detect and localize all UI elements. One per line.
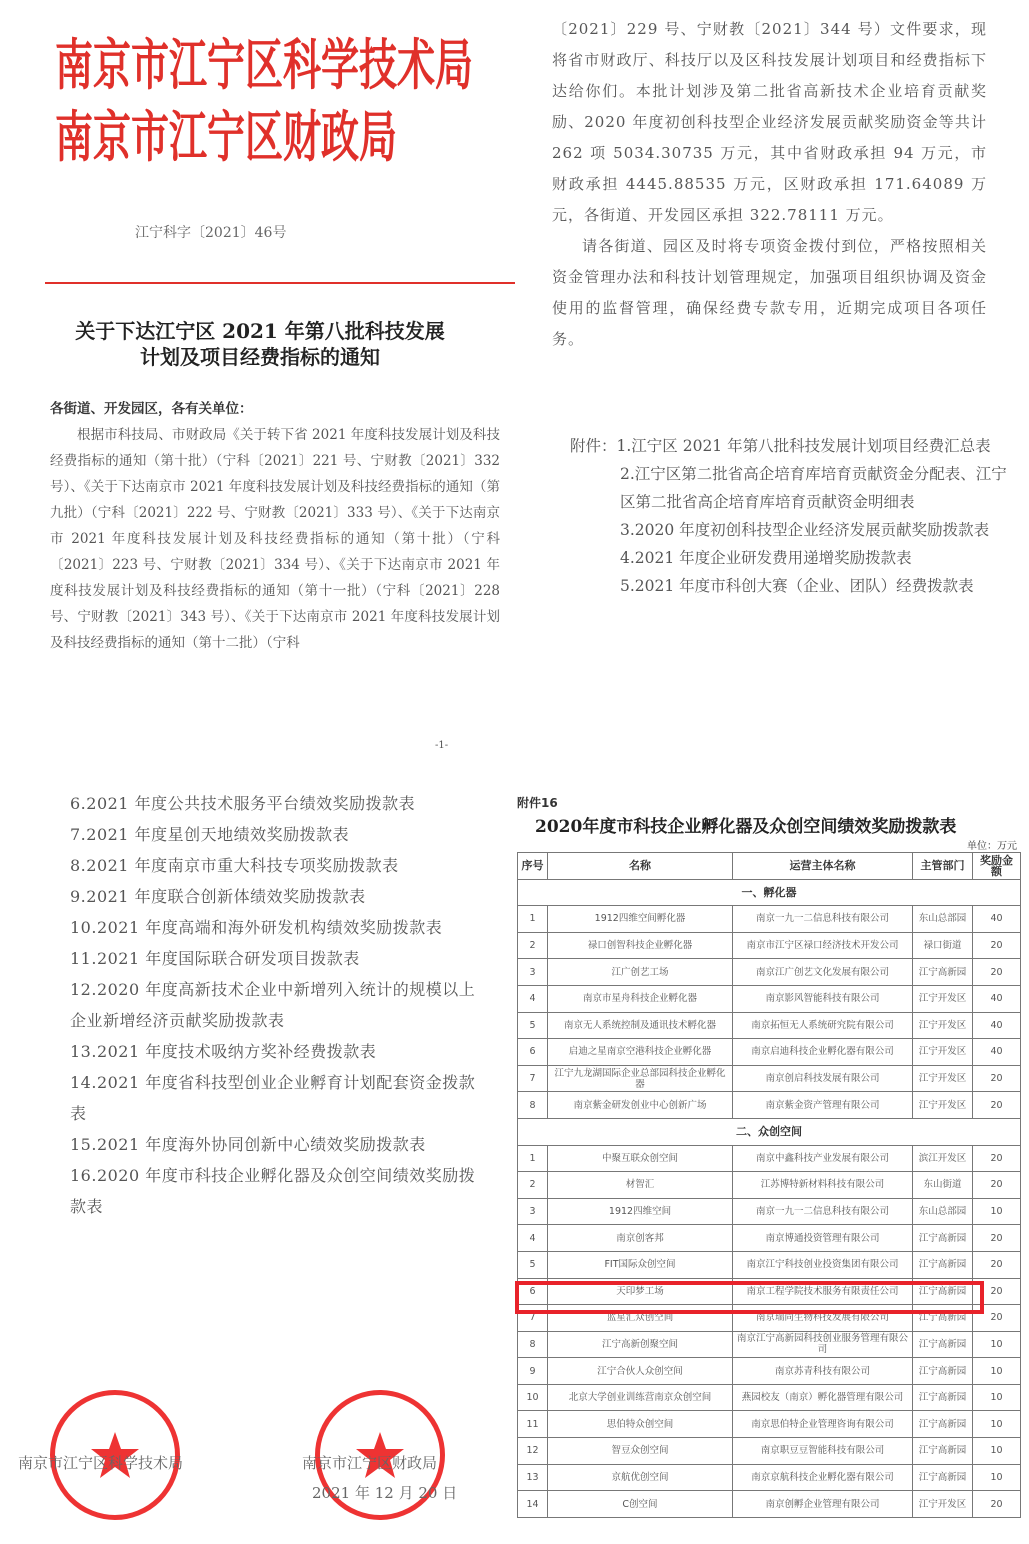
table-cell: 10 [973,1411,1021,1438]
table-row [518,1384,1021,1411]
table-cell: 20 [973,1172,1021,1199]
title-line1: 关于下达江宁区 2021 年第八批科技发展 [75,319,445,343]
table-cell: 南京中鑫科技产业发展有限公司 [733,1145,913,1172]
table-cell: 材智汇 [548,1172,733,1199]
column-header: 主管部门 [913,853,973,880]
table-cell: 江宁开发区 [913,1092,973,1119]
table-cell: 南京工程学院技术服务有限责任公司 [733,1278,913,1305]
table-cell: 禄口创智科技企业孵化器 [548,932,733,959]
table-cell: 禄口街道 [913,932,973,959]
body-text [552,14,987,355]
column-header: 运营主体名称 [733,853,913,880]
table-cell: 20 [973,959,1021,986]
table-row [518,906,1021,933]
table-cell: 中聚互联众创空间 [548,1145,733,1172]
table-cell: 智豆众创空间 [548,1438,733,1465]
table-cell: 8 [518,1331,548,1358]
table-cell: 江广创艺工场 [548,959,733,986]
table-row [518,1012,1021,1039]
header-row [518,853,1021,880]
table-cell: 南京市星舟科技企业孵化器 [548,985,733,1012]
table-title: 2020年度市科技企业孵化器及众创空间绩效奖励拨款表 [535,817,957,837]
table-cell: 南京思伯特企业管理咨询有限公司 [733,1411,913,1438]
table-cell: 东山总部园 [913,1198,973,1225]
table-cell: 10 [518,1384,548,1411]
section-label: 一、孵化器 [518,879,1021,906]
table-cell: 蓝星汇众创空间 [548,1305,733,1332]
table-cell: 6 [518,1278,548,1305]
table-row [518,1331,1021,1358]
table-cell: 20 [973,1278,1021,1305]
table-row [518,1172,1021,1199]
table-cell: 7 [518,1065,548,1092]
table-row [518,1438,1021,1465]
table-cell: 江宁高新园 [913,1278,973,1305]
table-row [518,1145,1021,1172]
table-cell: 南京市江宁区禄口经济技术开发公司 [733,932,913,959]
table-cell: 南京苏青科技有限公司 [733,1358,913,1385]
page-number: -1- [435,740,449,751]
table-cell: 7 [518,1305,548,1332]
table-cell: 江宁合伙人众创空间 [548,1358,733,1385]
salutation: 各街道、开发园区，各有关单位： [50,401,253,417]
table-cell: 江宁高新园 [913,1411,973,1438]
table-cell: 江宁高新园 [913,1358,973,1385]
table-cell: 南京拓恒无人系统研究院有限公司 [733,1012,913,1039]
table-cell: 5 [518,1012,548,1039]
table-cell: 3 [518,959,548,986]
divider [45,282,515,284]
table-cell: 南京紫金研发创业中心创新广场 [548,1092,733,1119]
table-cell: 20 [973,1145,1021,1172]
table-cell: 14 [518,1491,548,1518]
table-cell: 江宁开发区 [913,1012,973,1039]
table-cell: 江宁高新园 [913,1464,973,1491]
table-cell: 20 [973,1305,1021,1332]
table-cell: 南京一九一二信息科技有限公司 [733,1198,913,1225]
table-cell: 20 [973,1491,1021,1518]
document-number: 江宁科字〔2021〕46号 [135,225,287,241]
table-cell: 江宁开发区 [913,1491,973,1518]
table-cell: 9 [518,1358,548,1385]
section-row [518,879,1021,906]
table-cell: 南京创启科技发展有限公司 [733,1065,913,1092]
page-2 [540,0,1029,760]
column-header: 奖励金额 [973,853,1021,880]
table-cell: 启迪之星南京空港科技企业孵化器 [548,1039,733,1066]
table-cell: 10 [973,1331,1021,1358]
table-row [518,1411,1021,1438]
table-cell: 东山总部园 [913,906,973,933]
table-cell: 江宁高新园 [913,1251,973,1278]
table-cell: 40 [973,1012,1021,1039]
table-cell: 20 [973,1225,1021,1252]
attachment-item: 7.2021 年度星创天地绩效奖励拨款表 [70,825,350,844]
table-cell: 南京江宁高新园科技创业服务管理有限公司 [733,1331,913,1358]
table-cell: 4 [518,985,548,1012]
table-cell: 江宁开发区 [913,1065,973,1092]
attachment-list [570,432,1010,600]
signature-org1: 南京市江宁区科学技术局 [18,1454,184,1472]
attachment-item: 6.2021 年度公共技术服务平台绩效奖励拨款表 [70,794,416,813]
document-title [40,318,480,370]
table-cell: 8 [518,1092,548,1119]
signature-date: 2021 年 12 月 20 日 [312,1484,458,1502]
page-3 [0,770,512,1544]
paragraph: 〔2021〕229 号、宁财教〔2021〕344 号）文件要求，现将省市财政厅、科技厅以及区科技发展计划项目和经费指标下达给你们。本批计划涉及第二批省高新技术企业培育贡献奖励、2020 年度初创科技型企业经济发展贡献奖励资金等共计 262 项 5034.30735 万元，其中省财政承担 94 万元，市财政承担 4445.88535 万元，区财政承担 171.64089 万元，各街道、开发园区承担 322.78111 万元。 [552,20,987,224]
table-row [518,1065,1021,1092]
table-cell: 江宁高新园 [913,1225,973,1252]
table-cell: 东山街道 [913,1172,973,1199]
table-row [518,932,1021,959]
table-cell: 40 [973,906,1021,933]
table-row [518,1491,1021,1518]
attachment-item: 15.2021 年度海外协同创新中心绩效奖励拨款表 [70,1135,426,1154]
table-cell: 南京博通投资管理有限公司 [733,1225,913,1252]
table-cell: 1 [518,906,548,933]
attachment-item: 11.2021 年度国际联合研发项目拨款表 [70,949,360,968]
attachment-item: 12.2020 年度高新技术企业中新增列入统计的规模以上企业新增经济贡献奖励拨款表 [70,980,476,1030]
table-cell: 20 [973,1065,1021,1092]
table-cell: 天印梦工场 [548,1278,733,1305]
attachment-item: 4.2021 年度企业研发费用递增奖励拨款表 [620,549,912,567]
table-cell: 京航优创空间 [548,1464,733,1491]
table-cell: 思伯特众创空间 [548,1411,733,1438]
table-cell: 南京影风智能科技有限公司 [733,985,913,1012]
table-cell: 3 [518,1198,548,1225]
attachment-item: 13.2021 年度技术吸纳方奖补经费拨款表 [70,1042,377,1061]
letterhead-line1: 南京市江宁区科学技术局 [55,33,474,97]
attachment-item: 8.2021 年度南京市重大科技专项奖励拨款表 [70,856,399,875]
attachment-item: 5.2021 年度市科创大赛（企业、团队）经费拨款表 [620,577,974,595]
table-cell: 江宁九龙湖国际企业总部园科技企业孵化器 [548,1065,733,1092]
table-cell: 2 [518,1172,548,1199]
table-cell: FIT国际众创空间 [548,1251,733,1278]
table-row [518,1198,1021,1225]
table-cell: 10 [973,1358,1021,1385]
table-cell: 南京一九一二信息科技有限公司 [733,906,913,933]
table-cell: 5 [518,1251,548,1278]
paragraph: 请各街道、园区及时将专项资金拨付到位，严格按照相关资金管理办法和科技计划管理规定，加强项目组织协调及资金使用的监督管理，确保经费专款专用，近期完成项目各项任务。 [552,237,987,348]
attachment-16-table-page [515,790,1029,1544]
table-cell: 20 [973,1251,1021,1278]
table-row [518,1305,1021,1332]
table-cell: 北京大学创业训练营南京众创空间 [548,1384,733,1411]
table-cell: 江宁高新园 [913,1438,973,1465]
table-cell: 1912四维空间 [548,1198,733,1225]
table-cell: 南京职豆豆智能科技有限公司 [733,1438,913,1465]
table-cell: 南京江宁科技创业投资集团有限公司 [733,1251,913,1278]
table-cell: 燕园校友（南京）孵化器管理有限公司 [733,1384,913,1411]
table-cell: 江宁高新园 [913,959,973,986]
table-row [518,959,1021,986]
table-cell: 南京江广创艺文化发展有限公司 [733,959,913,986]
table-cell: 江苏博特新材料科技有限公司 [733,1172,913,1199]
table-cell: 2 [518,932,548,959]
column-header: 名称 [548,853,733,880]
table-row [518,1092,1021,1119]
table-cell: 1912四维空间孵化器 [548,906,733,933]
page-1 [0,0,520,760]
table-row [518,1251,1021,1278]
table-cell: 40 [973,985,1021,1012]
table-row [518,985,1021,1012]
section-label: 二、众创空间 [518,1118,1021,1145]
table-cell: 6 [518,1039,548,1066]
table-cell: 20 [973,932,1021,959]
body-text [50,396,500,656]
table-cell: 江宁开发区 [913,1039,973,1066]
table-cell: 13 [518,1464,548,1491]
attachment-label: 附件16 [517,796,558,810]
table-cell: 南京无人系统控制及通讯技术孵化器 [548,1012,733,1039]
table-cell: 江宁高新园 [913,1331,973,1358]
table-cell: 4 [518,1225,548,1252]
table-row [518,1464,1021,1491]
letterhead-line2: 南京市江宁区财政局 [55,105,398,169]
table-cell: 10 [973,1198,1021,1225]
table-cell: 10 [973,1464,1021,1491]
column-header: 序号 [518,853,548,880]
table-cell: 南京紫金资产管理有限公司 [733,1092,913,1119]
table-cell: 江宁高新园 [913,1384,973,1411]
table-cell: 40 [973,1039,1021,1066]
table-cell: 12 [518,1438,548,1465]
attachment-item: 10.2021 年度高端和海外研发机构绩效奖励拨款表 [70,918,443,937]
table-cell: 南京创客邦 [548,1225,733,1252]
unit-label: 单位：万元 [967,841,1017,852]
table-cell: 南京瑞尚生物科技发展有限公司 [733,1305,913,1332]
table-row [518,1358,1021,1385]
table-cell: 南京京航科技企业孵化器有限公司 [733,1464,913,1491]
table-cell: 20 [973,1092,1021,1119]
title-line2: 计划及项目经费指标的通知 [140,345,380,369]
table-cell: 滨江开发区 [913,1145,973,1172]
attachment-list [70,788,490,1222]
table-cell: 11 [518,1411,548,1438]
attachment-item: 9.2021 年度联合创新体绩效奖励拨款表 [70,887,366,906]
attachment-item: 2.江宁区第二批省高企培育库培育贡献资金分配表、江宁区第二批省高企培育库培育贡献资金明细表 [620,465,1007,511]
paragraph: 根据市科技局、市财政局《关于转下省 2021 年度科技发展计划及科技经费指标的通知（第十批）（宁科〔2021〕221 号、宁财教〔2021〕332 号）、《关于下达南京市 2021 年度科技发展计划及科技经费指标的通知（第九批）（宁科〔2021〕222 号、宁财教〔2021〕333 号）、《关于下达南京市 2021 年度科技发展计划及科技经费指标的通知（第十批）（宁科〔2021〕223 号、宁财教〔2021〕334 号）、《关于下达南京市 2021 年度科技发展计划及科技经费指标的通知（第十一批）（宁科〔2021〕228 号、宁财教〔2021〕343 号）、《关于下达南京市 2021 年度科技发展计划及科技经费指标的通知（第十二批）（宁科 [50,427,500,651]
table-cell: 江宁高新园 [913,1305,973,1332]
table-cell: 南京创孵企业管理有限公司 [733,1491,913,1518]
table-row [518,1225,1021,1252]
award-table [517,852,1021,1518]
table-cell: 江宁高新创聚空间 [548,1331,733,1358]
table-row [518,1278,1021,1305]
table-cell: C创空间 [548,1491,733,1518]
attachment-item: 14.2021 年度省科技型创业企业孵育计划配套资金拨款表 [70,1073,476,1123]
table-cell: 1 [518,1145,548,1172]
table-row [518,1039,1021,1066]
signature-org2: 南京市江宁区财政局 [302,1454,438,1472]
table-cell: 江宁开发区 [913,985,973,1012]
section-row [518,1118,1021,1145]
table-cell: 10 [973,1384,1021,1411]
attachment-item: 附件：1.江宁区 2021 年第八批科技发展计划项目经费汇总表 [570,437,991,455]
table-cell: 10 [973,1438,1021,1465]
attachment-item: 16.2020 年度市科技企业孵化器及众创空间绩效奖励拨款表 [70,1166,476,1216]
attachment-item: 3.2020 年度初创科技型企业经济发展贡献奖励拨款表 [620,521,990,539]
table-cell: 南京启迪科技企业孵化器有限公司 [733,1039,913,1066]
